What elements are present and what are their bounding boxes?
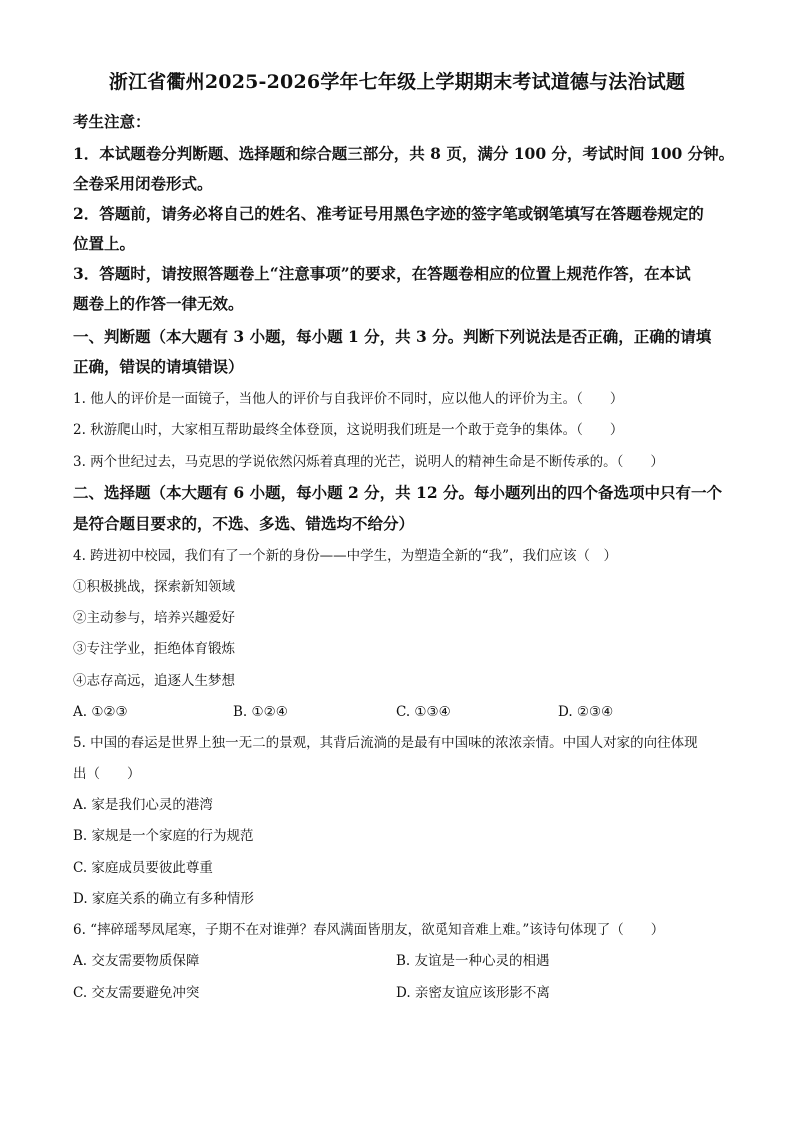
- question-4-option-d: D. ②③④: [558, 704, 614, 720]
- question-6-option-b: B. 友谊是一种心灵的相遇: [396, 953, 550, 969]
- question-4-option-b: B. ①②④: [233, 704, 288, 720]
- notice-item-2-line-2: 位置上。: [73, 234, 136, 253]
- question-4-option-a: A. ①②③: [73, 704, 128, 720]
- section1-heading-line-2: 正确，错误的请填错误）: [73, 357, 244, 376]
- notice-item-1-line-1: 1．本试题卷分判断题、选择题和综合题三部分，共 8 页，满分 100 分，考试时间 100 分钟。: [73, 144, 735, 163]
- section2-heading-line-2: 是符合题目要求的，不选、多选、错选均不给分）: [73, 514, 415, 533]
- section1-heading-line-1: 一、判断题（本大题有 3 小题，每小题 1 分，共 3 分。判断下列说法是否正确，正确的请填: [73, 327, 712, 346]
- notice-item-3-line-2: 题卷上的作答一律无效。: [73, 294, 244, 313]
- question-5-option-b: B. 家规是一个家庭的行为规范: [73, 828, 254, 844]
- question-2: 2. 秋游爬山时，大家相互帮助最终全体登顶，这说明我们班是一个敢于竞争的集体。（ ）: [73, 422, 624, 438]
- notice-item-1-line-2: 全卷采用闭卷形式。: [73, 174, 213, 193]
- notice-heading: 考生注意：: [73, 112, 151, 131]
- question-6-option-c: C. 交友需要避免冲突: [73, 985, 200, 1001]
- notice-item-3-line-1: 3．答题时，请按照答题卷上“注意事项”的要求，在答题卷相应的位置上规范作答，在本试: [73, 264, 691, 283]
- question-4-statement-2: ②主动参与，培养兴趣爱好: [73, 610, 235, 626]
- question-5-stem-line-1: 5. 中国的春运是世界上独一无二的景观，其背后流淌的是最有中国味的浓浓亲情。中国人对家的向往体现: [73, 735, 698, 751]
- question-4-stem: 4. 跨进初中校园，我们有了一个新的身份——中学生，为塑造全新的“我”，我们应该（ ）: [73, 548, 617, 564]
- question-4-option-c: C. ①③④: [396, 704, 451, 720]
- section2-heading-line-1: 二、选择题（本大题有 6 小题，每小题 2 分，共 12 分。每小题列出的四个备选项中只有一个: [73, 483, 723, 502]
- page-title: 浙江省衢州2025-2026学年七年级上学期期末考试道德与法治试题: [108, 71, 686, 93]
- question-5-option-c: C. 家庭成员要彼此尊重: [73, 860, 213, 876]
- question-5-option-d: D. 家庭关系的确立有多种情形: [73, 891, 254, 907]
- question-6-stem: 6. “摔碎瑶琴凤尾寒，子期不在对谁弹？春风满面皆朋友，欲觅知音难上难。”该诗句体现了（ ）: [73, 922, 665, 938]
- question-4-statement-3: ③专注学业，拒绝体育锻炼: [73, 641, 235, 657]
- question-5-stem-line-2: 出（ ）: [73, 766, 141, 782]
- question-5-option-a: A. 家是我们心灵的港湾: [73, 797, 213, 813]
- question-1: 1. 他人的评价是一面镜子，当他人的评价与自我评价不同时，应以他人的评价为主。（ ）: [73, 391, 624, 407]
- question-6-option-a: A. 交友需要物质保障: [73, 953, 200, 969]
- question-6-option-d: D. 亲密友谊应该形影不离: [396, 985, 550, 1001]
- question-3: 3. 两个世纪过去，马克思的学说依然闪烁着真理的光芒，说明人的精神生命是不断传承的。（ ）: [73, 454, 664, 470]
- notice-item-2-line-1: 2．答题前，请务必将自己的姓名、准考证号用黑色字迹的签字笔或钢笔填写在答题卷规定的: [73, 204, 704, 223]
- question-4-statement-1: ①积极挑战，探索新知领域: [73, 579, 235, 595]
- question-4-statement-4: ④志存高远，追逐人生梦想: [73, 673, 235, 689]
